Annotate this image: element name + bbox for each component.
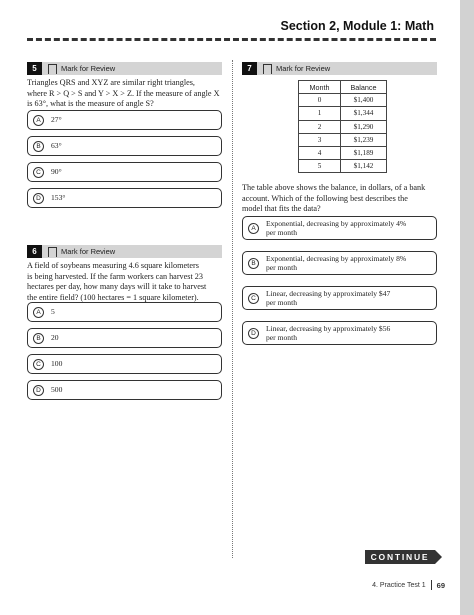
answer-choice-a[interactable] <box>27 302 222 322</box>
stem-line: A field of soybeans measuring 4.6 square kilometers <box>27 261 199 270</box>
choice-line: Exponential, decreasing by approximately 8% <box>266 253 407 263</box>
table-cell: 2 <box>299 120 341 133</box>
mark-for-review-button[interactable]: Mark for Review <box>61 247 116 256</box>
choice-text <box>266 289 390 308</box>
question-5-stem <box>27 78 227 110</box>
question-number: 6 <box>27 245 42 258</box>
choice-letter-badge: D <box>33 193 44 204</box>
column-header: Balance <box>341 81 387 94</box>
question-5-header <box>27 62 222 75</box>
answer-choice-d[interactable] <box>27 380 222 400</box>
table-cell: 1 <box>299 107 341 120</box>
continue-button[interactable]: CONTINUE <box>365 550 435 564</box>
stem-line: account. Which of the following best describes the <box>242 193 408 203</box>
table-row <box>299 94 387 107</box>
table-cell: 5 <box>299 160 341 173</box>
choice-line: Linear, decreasing by approximately $47 <box>266 288 391 298</box>
question-7-header <box>242 62 437 75</box>
choice-letter-badge: D <box>248 328 259 339</box>
answer-choice-a[interactable] <box>242 216 437 240</box>
bookmark-icon[interactable] <box>48 247 57 257</box>
stem-line: where R > Q > S and Y > X > Z. If the measure of angle X <box>27 88 220 98</box>
choice-letter-badge: A <box>248 223 259 234</box>
choice-text <box>266 219 406 238</box>
bookmark-icon[interactable] <box>48 64 57 74</box>
stem-line: the entire field? (100 hectares = 1 square kilometer). <box>27 292 199 302</box>
question-7-stem <box>242 183 442 215</box>
stem-line: The table above shows the balance, in dollars, of a bank <box>242 183 426 192</box>
question-number: 7 <box>242 62 257 75</box>
choice-letter-badge: B <box>33 333 44 344</box>
question-number: 5 <box>27 62 42 75</box>
mark-for-review-button[interactable]: Mark for Review <box>276 64 331 73</box>
answer-choice-d[interactable] <box>27 188 222 208</box>
answer-choice-c[interactable] <box>27 354 222 374</box>
bookmark-icon[interactable] <box>263 64 272 74</box>
table-row <box>299 120 387 133</box>
table-cell: $1,290 <box>341 120 387 133</box>
stem-line: hectares per day, how many days will it take to harvest <box>27 282 207 291</box>
mark-for-review-button[interactable]: Mark for Review <box>61 64 116 73</box>
table-cell: $1,189 <box>341 146 387 159</box>
table-cell: 4 <box>299 146 341 159</box>
choice-text: 500 <box>51 385 63 395</box>
choice-line: per month <box>266 298 298 307</box>
choice-line: per month <box>266 333 298 342</box>
choice-letter-badge: A <box>33 115 44 126</box>
choice-text: 5 <box>51 307 55 317</box>
table-row <box>299 133 387 146</box>
answer-choice-c[interactable] <box>27 162 222 182</box>
choice-letter-badge: D <box>33 385 44 396</box>
footer-test-label: 4. Practice Test 1 <box>372 581 426 589</box>
answer-choice-b[interactable] <box>27 136 222 156</box>
choice-line: per month <box>266 228 298 237</box>
table-header-row <box>299 81 387 94</box>
choice-line: per month <box>266 263 298 272</box>
page-title: Section 2, Module 1: Math <box>280 19 434 33</box>
column-header: Month <box>299 81 341 94</box>
table-cell: 3 <box>299 133 341 146</box>
choice-text: 90° <box>51 167 62 177</box>
question-6-header <box>27 245 222 258</box>
stem-line: Triangles QRS and XYZ are similar right triangles, <box>27 78 195 87</box>
page-footer <box>372 580 445 590</box>
choice-text: 100 <box>51 359 63 369</box>
answer-choice-c[interactable] <box>242 286 437 310</box>
footer-page-number: 69 <box>436 580 445 590</box>
column-divider <box>232 60 233 558</box>
table-cell: $1,142 <box>341 160 387 173</box>
answer-choice-b[interactable] <box>27 328 222 348</box>
choice-text <box>266 324 390 343</box>
choice-text: 27° <box>51 115 62 125</box>
choice-text: 63° <box>51 141 62 151</box>
choice-line: Linear, decreasing by approximately $56 <box>266 323 391 333</box>
stem-line: model that fits the data? <box>242 204 321 213</box>
choice-text: 20 <box>51 333 59 343</box>
choice-text <box>266 254 406 273</box>
table-cell: 0 <box>299 94 341 107</box>
choice-letter-badge: C <box>33 167 44 178</box>
choice-line: Exponential, decreasing by approximately 4% <box>266 218 407 228</box>
answer-choice-b[interactable] <box>242 251 437 275</box>
table-cell: $1,400 <box>341 94 387 107</box>
balance-table <box>298 80 387 173</box>
answer-choice-a[interactable] <box>27 110 222 130</box>
stem-line: is 63°, what is the measure of angle S? <box>27 99 154 108</box>
question-6-stem <box>27 261 227 303</box>
choice-letter-badge: C <box>33 359 44 370</box>
page-edge <box>460 0 474 615</box>
choice-letter-badge: B <box>248 258 259 269</box>
header-divider <box>27 38 436 41</box>
table-row <box>299 107 387 120</box>
choice-letter-badge: A <box>33 307 44 318</box>
table-row <box>299 160 387 173</box>
choice-text: 153° <box>51 193 66 203</box>
footer-separator <box>431 580 432 590</box>
table-cell: $1,239 <box>341 133 387 146</box>
stem-line: is being harvested. If the farm workers can harvest 23 <box>27 271 203 281</box>
choice-letter-badge: B <box>33 141 44 152</box>
table-row <box>299 146 387 159</box>
choice-letter-badge: C <box>248 293 259 304</box>
table-cell: $1,344 <box>341 107 387 120</box>
answer-choice-d[interactable] <box>242 321 437 345</box>
